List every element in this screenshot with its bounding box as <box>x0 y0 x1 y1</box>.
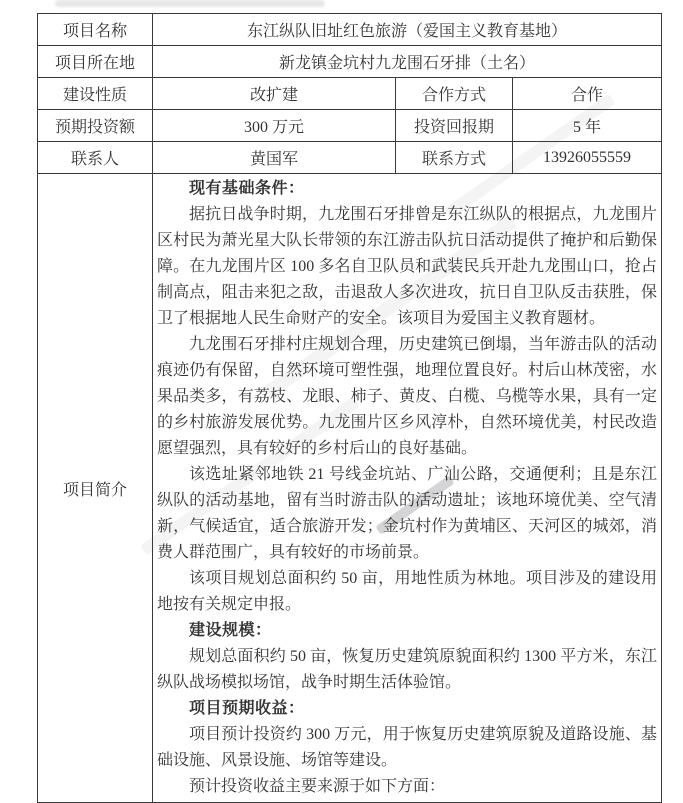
field-value-construction-nature: 改扩建 <box>153 78 396 110</box>
field-value-project-name: 东江纵队旧址红色旅游（爱国主义教育基地） <box>153 14 662 46</box>
field-label-expected-investment: 预期投资额 <box>38 110 153 142</box>
field-value-expected-investment: 300 万元 <box>153 110 396 142</box>
field-value-payback-period: 5 年 <box>513 110 662 142</box>
field-value-cooperation-mode: 合作 <box>513 78 662 110</box>
summary-paragraph: 九龙围石牙排村庄规划合理，历史建筑已倒塌，当年游击队的活动痕迹仍有保留，自然环境可塑性强，地理位置良好。村后山林茂密，水果品类多，有荔枝、龙眼、柿子、黄皮、白榄、乌榄等水果，具有一定的乡村旅游发展优势。九龙围片区乡风淳朴，自然环境优美，村民改造愿望强烈，具有较好的乡村后山的良好基础。 <box>157 336 657 457</box>
field-value-contact-number: 13926055559 <box>513 142 662 174</box>
project-info-table <box>37 13 662 803</box>
table-row-construction-nature <box>38 78 662 110</box>
summary-paragraph: 项目预计投资约 300 万元，用于恢复历史建筑原貌及道路设施、基础设施、风景设施、场馆等建设。 <box>157 726 657 769</box>
table-row-project-name <box>38 14 662 46</box>
field-label-contact-number: 联系方式 <box>396 142 513 174</box>
field-label-project-location: 项目所在地 <box>38 46 153 78</box>
field-label-cooperation-mode: 合作方式 <box>396 78 513 110</box>
summary-heading-existing-conditions: 现有基础条件： <box>189 180 305 197</box>
summary-paragraph: 该项目规划总面积约 50 亩，用地性质为林地。项目涉及的建设用地按有关规定申报。 <box>157 570 657 613</box>
summary-heading-construction-scale: 建设规模： <box>189 622 272 639</box>
field-label-contact-person: 联系人 <box>38 142 153 174</box>
table-row-project-summary <box>38 174 662 803</box>
field-label-construction-nature: 建设性质 <box>38 78 153 110</box>
summary-paragraph: 规划总面积约 50 亩，恢复历史建筑原貌面积约 1300 平方米，东江纵队战场模拟场馆，战争时期生活体验馆。 <box>157 648 657 691</box>
summary-paragraph: 预计投资收益主要来源于如下方面： <box>189 778 446 795</box>
summary-paragraph: 据抗日战争时期，九龙围石牙排曾是东江纵队的根据点，九龙围片区村民为萧光星大队长带领的东江游击队抗日活动提供了掩护和后勤保障。在九龙围片区 100 多名自卫队员和武装民兵开赴九龙围山口，抢占制高点，阻击来犯之敌，击退敌人多次进攻，抗日自卫队反击获胜，保卫了根据地人民生命财产的安全。该项目为爱国主义教育题材。 <box>157 206 657 327</box>
field-value-contact-person: 黄国军 <box>153 142 396 174</box>
field-value-project-location: 新龙镇金坑村九龙围石牙排（土名） <box>153 46 662 78</box>
summary-paragraph: 该选址紧邻地铁 21 号线金坑站、广汕公路，交通便利；且是东江纵队的活动基地，留有当时游击队的活动遗址；该地环境优美、空气清新，气候适宜，适合旅游开发；金坑村作为黄埔区、天河区的城郊，消费人群范围广，具有较好的市场前景。 <box>157 466 657 561</box>
summary-heading-expected-returns: 项目预期收益： <box>189 700 305 717</box>
table-row-expected-investment <box>38 110 662 142</box>
field-label-project-name: 项目名称 <box>38 14 153 46</box>
table-row-contact <box>38 142 662 174</box>
table-row-project-location <box>38 46 662 78</box>
project-summary-content <box>153 174 662 803</box>
field-label-payback-period: 投资回报期 <box>396 110 513 142</box>
scan-artifact <box>55 0 325 7</box>
field-label-project-summary: 项目简介 <box>38 174 153 803</box>
